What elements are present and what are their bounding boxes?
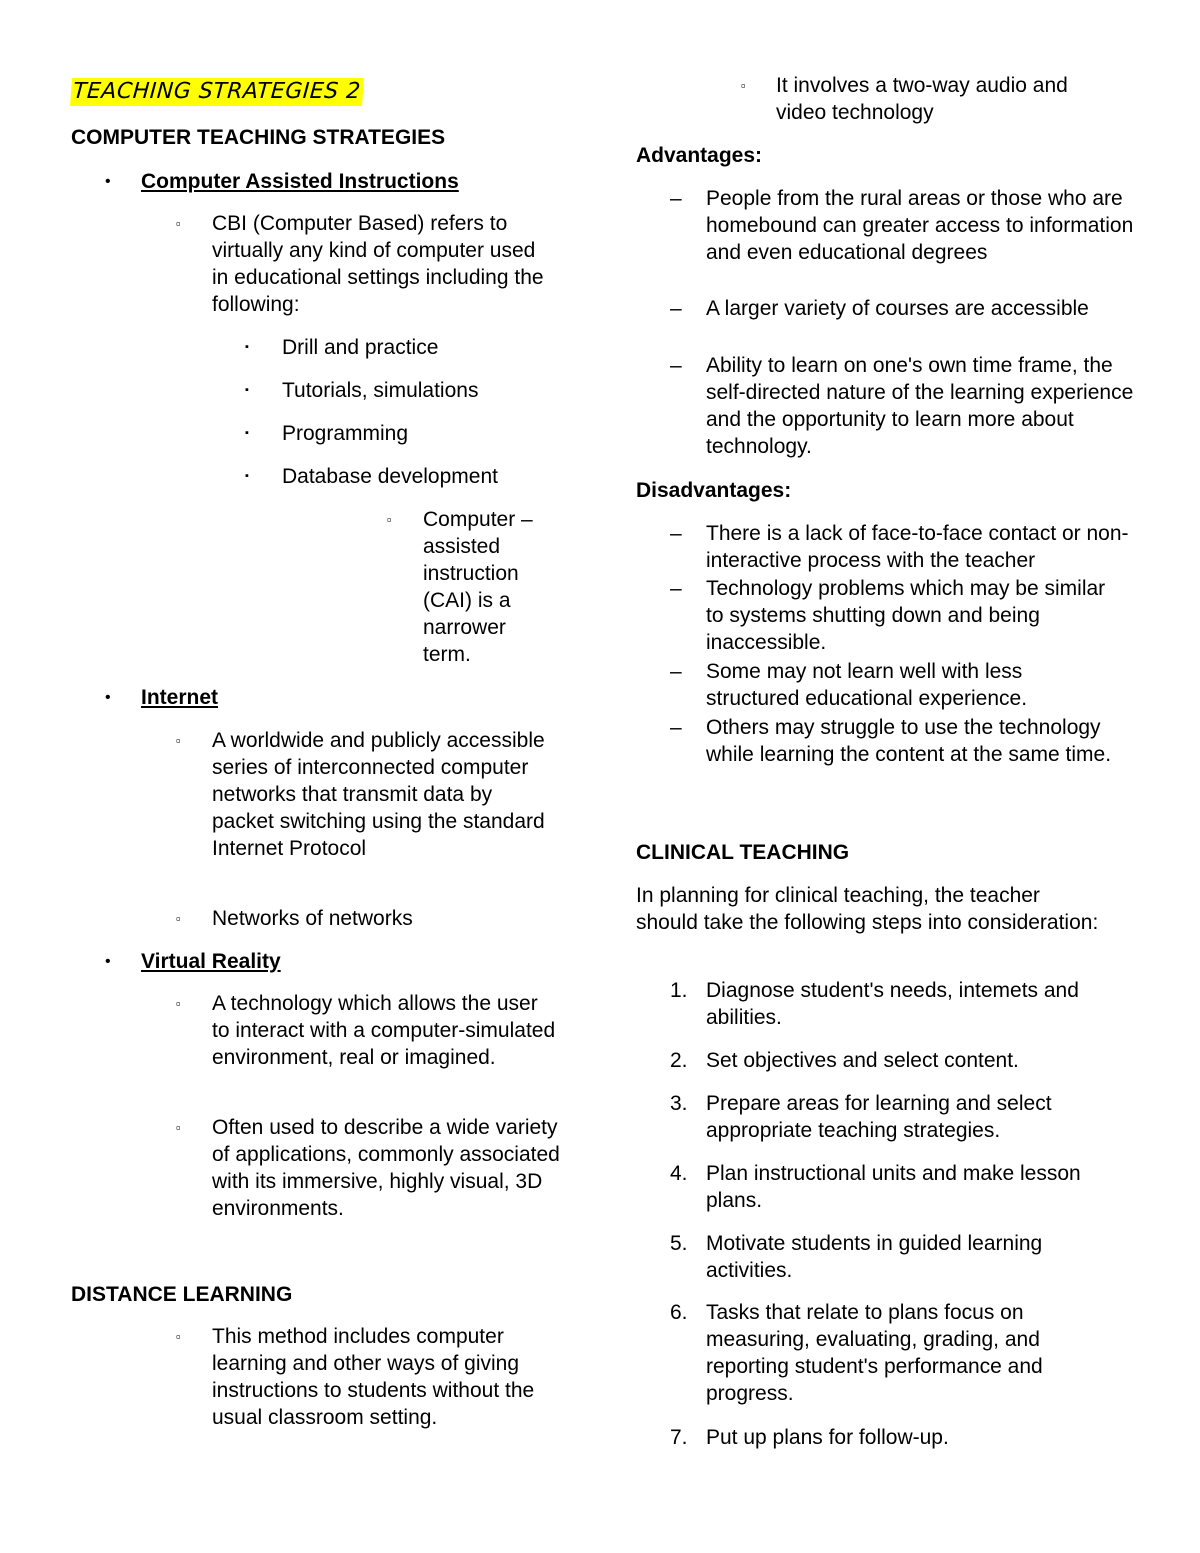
disadvantage-1: There is a lack of face-to-face contact or non-interactive process with the teacher xyxy=(706,522,1129,572)
distance-item-2: It involves a two-way audio and video technology xyxy=(776,74,1068,124)
advantage-1: People from the rural areas or those who are homebound can greater access to information and even educational degrees xyxy=(706,187,1134,264)
square-marker: ▫ xyxy=(741,78,746,93)
disadvantage-4: Others may struggle to use the technology while learning the content at the same time. xyxy=(706,716,1112,766)
cai-item-3: Programming xyxy=(282,422,409,445)
step-number: 1. xyxy=(670,979,688,1002)
step-7: Put up plans for follow-up. xyxy=(706,1426,949,1449)
dash-marker: – xyxy=(670,354,682,377)
section-heading-distance: DISTANCE LEARNING xyxy=(71,1283,293,1306)
cai-item-4: Database development xyxy=(282,465,498,488)
step-number: 6. xyxy=(670,1301,688,1324)
section-heading-clinical: CLINICAL TEACHING xyxy=(636,841,850,864)
step-number: 4. xyxy=(670,1162,688,1185)
disadvantages-label: Disadvantages: xyxy=(636,479,792,502)
dash-marker: – xyxy=(670,660,682,683)
dash-marker: – xyxy=(670,297,682,320)
step-1: Diagnose student's needs, intemets and abilities. xyxy=(706,979,1079,1029)
cai-description: CBI (Computer Based) refers to virtually any kind of computer used in educational settings including the following: xyxy=(212,212,544,316)
bullet-marker: • xyxy=(105,953,111,970)
small-marker: ▪ xyxy=(245,470,249,482)
square-marker: ▫ xyxy=(176,733,181,748)
step-number: 5. xyxy=(670,1232,688,1255)
small-marker: ▪ xyxy=(245,427,249,439)
square-marker: ▫ xyxy=(387,512,392,527)
vr-item-1: A technology which allows the user to interact with a computer-simulated environment, real or imagined. xyxy=(212,992,556,1069)
advantage-3: Ability to learn on one's own time frame, the self-directed nature of the learning experience and the opportunity to learn more about technology. xyxy=(706,354,1134,458)
cai-label: Computer Assisted Instructions xyxy=(141,170,459,193)
dash-marker: – xyxy=(670,187,682,210)
distance-item-1: This method includes computer learning and other ways of giving instructions to students without the usual classroom setting. xyxy=(212,1325,535,1429)
disadvantage-3: Some may not learn well with less structured educational experience. xyxy=(706,660,1028,710)
page-title: TEACHING STRATEGIES 2 xyxy=(70,78,364,106)
clinical-intro: In planning for clinical teaching, the teacher should take the following steps into consideration: xyxy=(636,884,1099,934)
dash-marker: – xyxy=(670,577,682,600)
cai-note: Computer – assisted instruction (CAI) is a narrower term. xyxy=(423,508,533,666)
square-marker: ▫ xyxy=(176,1120,181,1135)
advantage-2: A larger variety of courses are accessible xyxy=(706,297,1089,320)
step-number: 2. xyxy=(670,1049,688,1072)
internet-label: Internet xyxy=(141,686,219,709)
cai-item-2: Tutorials, simulations xyxy=(282,379,479,402)
small-marker: ▪ xyxy=(245,384,249,396)
section-heading-computer: COMPUTER TEACHING STRATEGIES xyxy=(71,126,446,149)
internet-item-2: Networks of networks xyxy=(212,907,413,930)
step-number: 3. xyxy=(670,1092,688,1115)
step-number: 7. xyxy=(670,1426,688,1449)
square-marker: ▫ xyxy=(176,996,181,1011)
cai-item-1: Drill and practice xyxy=(282,336,439,359)
internet-item-1: A worldwide and publicly accessible series of interconnected computer networks that transmit data by packet switching using the standard Internet Protocol xyxy=(212,729,545,860)
disadvantage-2: Technology problems which may be similar to systems shutting down and being inaccessible. xyxy=(706,577,1106,654)
square-marker: ▫ xyxy=(176,1329,181,1344)
square-marker: ▫ xyxy=(176,911,181,926)
step-6: Tasks that relate to plans focus on measuring, evaluating, grading, and reporting student's performance and progress. xyxy=(706,1301,1043,1405)
vr-item-2: Often used to describe a wide variety of applications, commonly associated with its immersive, highly visual, 3D environments. xyxy=(212,1116,560,1220)
advantages-label: Advantages: xyxy=(636,144,763,167)
bullet-marker: • xyxy=(105,689,111,706)
step-4: Plan instructional units and make lesson plans. xyxy=(706,1162,1081,1212)
dash-marker: – xyxy=(670,522,682,545)
dash-marker: – xyxy=(670,716,682,739)
step-5: Motivate students in guided learning activities. xyxy=(706,1232,1043,1282)
square-marker: ▫ xyxy=(176,216,181,231)
step-2: Set objectives and select content. xyxy=(706,1049,1019,1072)
bullet-marker: • xyxy=(105,173,111,190)
step-3: Prepare areas for learning and select appropriate teaching strategies. xyxy=(706,1092,1052,1142)
vr-label: Virtual Reality xyxy=(141,950,281,973)
small-marker: ▪ xyxy=(245,341,249,353)
